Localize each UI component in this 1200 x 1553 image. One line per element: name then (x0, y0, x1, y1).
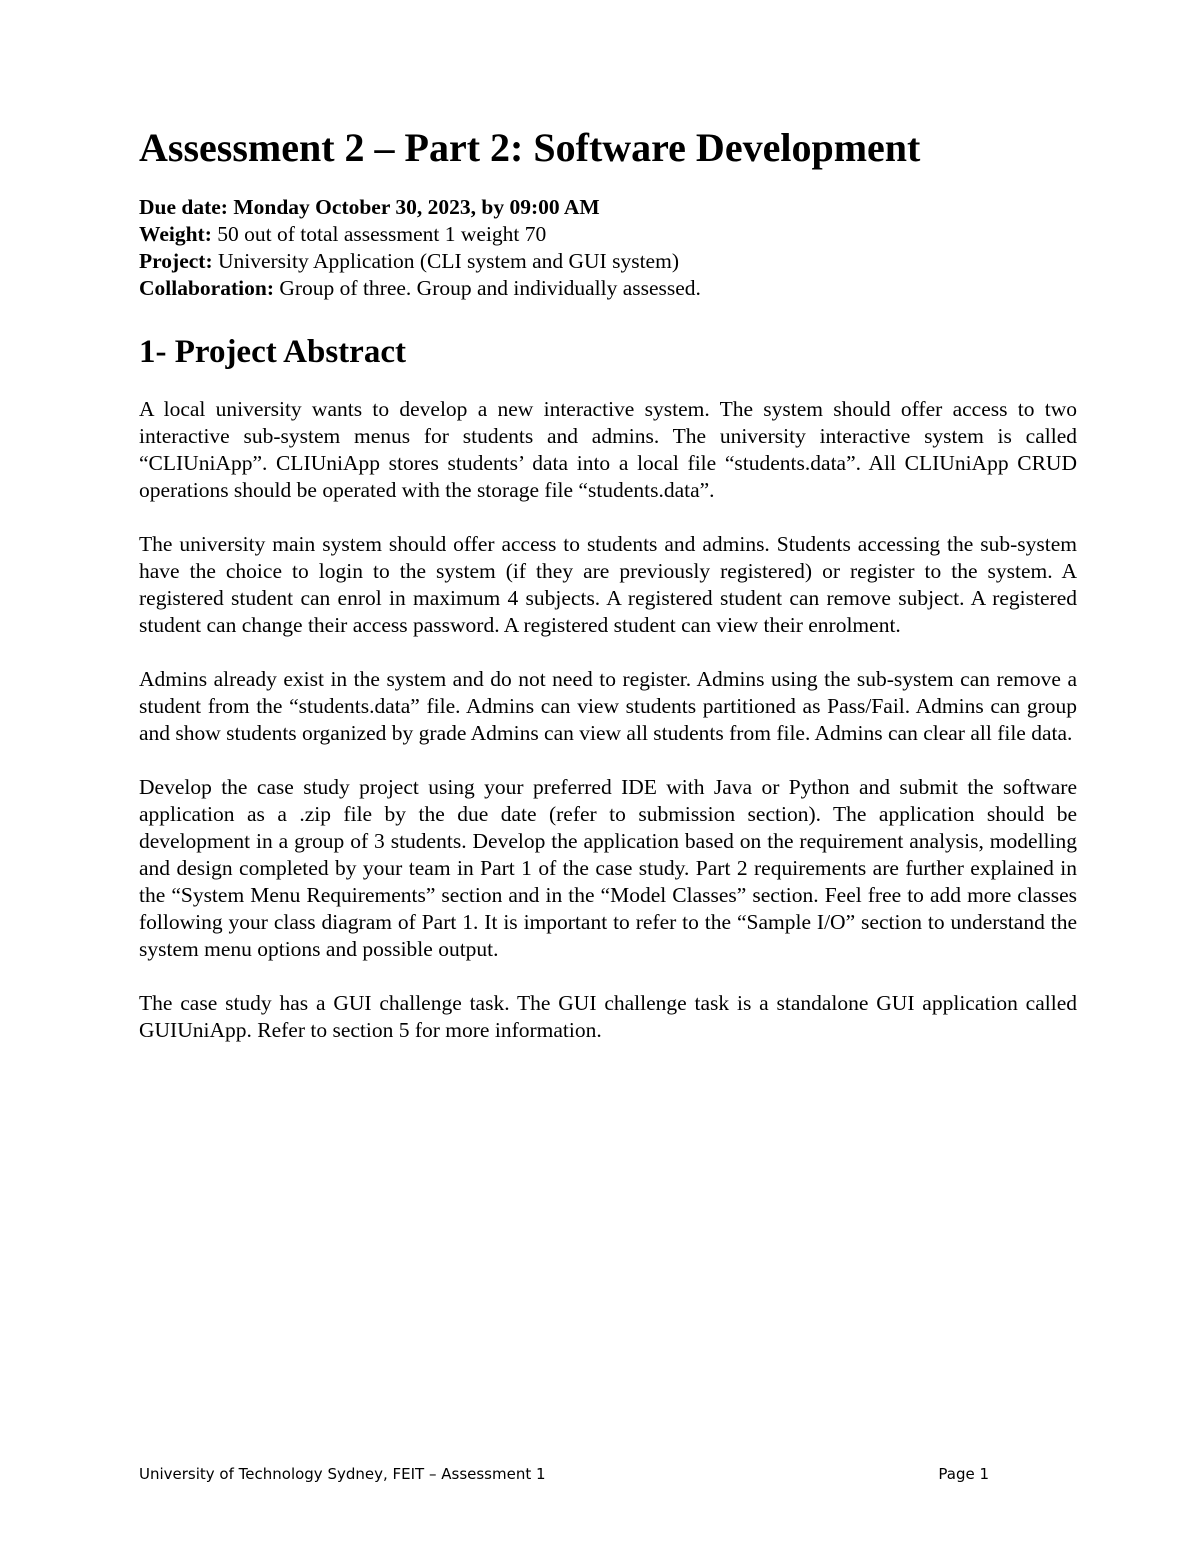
page-number: Page 1 (938, 1465, 989, 1483)
paragraph-overview: A local university wants to develop a new interactive system. The system should offer access to two interactive sub-system menus for students and admins. The university interactive system is called “CLIUniApp”. CLIUniApp stores students’ data into a local file “students.data”. All CLIUniApp CRUD operations should be operated with the storage file “students.data”. (139, 397, 1077, 502)
paragraph-admin-access: Admins already exist in the system and do not need to register. Admins using the sub-system can remove a student from the “students.data” file. Admins can view students partitioned as Pass/Fail. Admins can group and show students organized by grade Admins can view all students from file. Admins can clear all file data. (139, 667, 1077, 745)
weight-value: 50 out of total assessment 1 weight 70 (211, 222, 547, 246)
section-body (139, 396, 1077, 1044)
project-value: University Application (CLI system and GUI system) (212, 249, 679, 273)
due-date: Due date: Monday October 30, 2023, by 09:00 AM (139, 195, 600, 219)
collaboration-line (139, 275, 1077, 302)
weight-line (139, 221, 1077, 248)
collaboration-label: Collaboration: (139, 276, 274, 300)
paragraph-student-access: The university main system should offer access to students and admins. Students accessing the sub-system have the choice to login to the system (if they are previously registered) or register to the system. A registered student can enrol in maximum 4 subjects. A registered student can remove subject. A registered student can change their access password. A registered student can view their enrolment. (139, 532, 1077, 637)
footer-institution: University of Technology Sydney, FEIT – Assessment 1 (139, 1465, 546, 1483)
document-title: Assessment 2 – Part 2: Software Development (139, 125, 921, 170)
page-content (139, 122, 1077, 1044)
project-label: Project: (139, 249, 213, 273)
collaboration-value: Group of three. Group and individually assessed. (273, 276, 701, 300)
project-line (139, 248, 1077, 275)
paragraph-development: Develop the case study project using your preferred IDE with Java or Python and submit the software application as a .zip file by the due date (refer to submission section). The application should be development in a group of 3 students. Develop the application based on the requirement analysis, modelling and design completed by your team in Part 1 of the case study. Part 2 requirements are further explained in the “System Menu Requirements” section and in the “Model Classes” section. Feel free to add more classes following your class diagram of Part 1. It is important to refer to the “Sample I/O” section to understand the system menu options and possible output. (139, 775, 1077, 961)
assessment-details (139, 194, 1077, 302)
section-heading-project-abstract: 1- Project Abstract (139, 334, 406, 370)
paragraph-gui-challenge: The case study has a GUI challenge task. The GUI challenge task is a standalone GUI application called GUIUniApp. Refer to section 5 for more information. (139, 991, 1077, 1042)
weight-label: Weight: (139, 222, 212, 246)
